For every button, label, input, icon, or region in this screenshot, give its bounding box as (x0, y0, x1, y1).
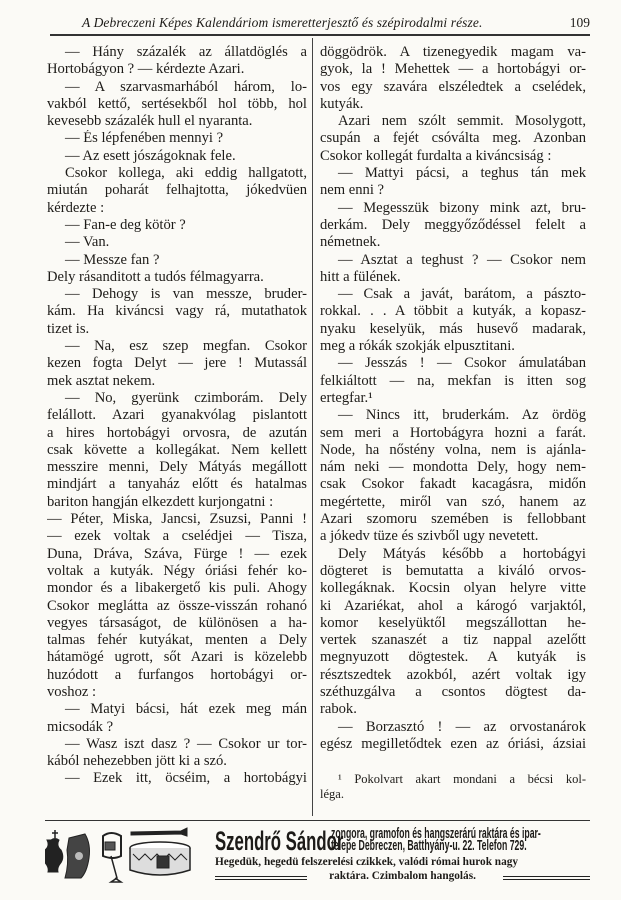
paragraph (320, 252, 586, 287)
page-number: 109 (569, 15, 590, 30)
text-line: széthuzgálva a csontos dögtest da- (320, 683, 586, 700)
paragraph (47, 148, 307, 165)
text-line: csak követte a kollegákat. Nem kellett (47, 441, 307, 458)
left-column (47, 44, 307, 788)
text-line: nyaku keselyük, más husevő madarak, (320, 320, 586, 337)
paragraph (320, 44, 586, 113)
paragraph (320, 200, 586, 252)
text-line: Hortobágyon ? — kérdezte Azari. (47, 61, 245, 78)
text-line: hitt a fülének. (320, 268, 401, 285)
text-line: rokkal. . . A többit a kutyák, a kopasz- (320, 303, 586, 320)
musical-instruments-icon (45, 826, 195, 884)
paragraph (47, 269, 307, 286)
paragraph (320, 719, 586, 754)
advertisement-address (331, 828, 541, 852)
text-line: döggödrök. A tizenegyedik magam va- (320, 44, 586, 60)
paragraph (47, 130, 307, 147)
text-line: — Na, esz szep megfan. Csokor (65, 338, 307, 355)
text-line: — No, gyerünk czimborám. Dely (65, 389, 307, 406)
text-line: talmas fehér kutyákat, menten a Dely (47, 632, 307, 649)
paragraph (47, 79, 307, 131)
text-line: Dely Mátyás később a hortobágyi (338, 545, 586, 562)
text-line: komor keselyüktől megszállottan he- (320, 614, 586, 631)
paragraph (47, 217, 307, 234)
text-line: csupán a fejét csóválta meg. Azonban (320, 130, 586, 147)
paragraph (320, 546, 586, 719)
text-line: tizet is. (47, 320, 90, 337)
text-line: bariton hangján elkezdett kurjongatni : (47, 493, 274, 510)
running-header (50, 12, 590, 36)
text-line: — Van. (65, 234, 110, 251)
text-line: micsodák ? (47, 718, 114, 735)
text-line: felállott. Azari gyanakvólag pislantott (47, 407, 307, 424)
text-line: sem meri a Hortobágyra hozni a farát. (320, 424, 586, 441)
paragraph (47, 165, 307, 217)
paragraph (47, 701, 307, 736)
text-line: kollegáknak. Kocsin olyan helyre vitte (320, 580, 586, 597)
footnote (320, 772, 586, 802)
text-line: — Borzasztó ! — az orvostanárok (338, 718, 586, 735)
text-line: — Hány százalék az állatdöglés a (65, 44, 307, 60)
text-line: — Fan-e deg kötör ? (65, 216, 186, 233)
text-line: felkiáltott — na, mekfan is itten sog (320, 372, 586, 389)
text-line: kám. Ha kiváncsi vagy rá, mutathatok (47, 303, 307, 320)
text-line: nem enni ? (320, 182, 385, 199)
paragraph (320, 355, 586, 407)
text-line: Csokor kollega, aki eddig hallgatott, (65, 165, 307, 182)
paragraph (47, 736, 307, 771)
text-line: kezen fogta Delyt — jere ! Mutassál (47, 355, 307, 372)
text-line: Dely rásanditott a tudós félmagyarra. (47, 268, 264, 285)
text-line: ki Azariékat, ahol a károgó varjaktól, (320, 597, 586, 614)
text-line: huzódott a furfangos hortobágyi or- (47, 666, 307, 683)
text-line: — Ezek itt, öcséim, a hortobágyi (65, 770, 307, 787)
text-line: — Wasz iszt dasz ? — Csokor ur tor- (65, 735, 307, 752)
text-line: — Péter, Miska, Jancsi, Zsuzsi, Panni ! (47, 511, 307, 528)
paragraph (320, 286, 586, 355)
advertisement-line: Hegedük, hegedü felszerelési czikkek, valódi római hurok nagy (215, 856, 519, 868)
advertisement-small-line: zongora, gramofon és hangszerárú raktára és ipar- (331, 826, 541, 842)
advertisement-small-line: telepe Debreczen, Batthyány-u. 22. Telefon 729. (331, 838, 527, 854)
text-line: messzire menni, Dely Mátyás megállott (47, 459, 307, 476)
paragraph (320, 113, 586, 165)
text-line: — Dehogy is van messze, bruder- (65, 286, 307, 303)
footnote-line: léga. (320, 787, 344, 801)
text-line: — Mattyi pácsi, a teghus tán mek (338, 165, 586, 182)
text-line: vegyes társaságot, de különösen a ha- (47, 614, 307, 631)
text-line: — Asztat a teghust ? — Csokor nem (338, 251, 586, 268)
text-line: rabok. (320, 701, 357, 718)
text-line: — ezek voltak a cselédjei — Tisza, (47, 528, 307, 545)
text-line: vos egy szavára elszéledtek a cselédek, (320, 78, 586, 95)
text-line: vertek szanaszét a tiz nappal azelőtt (320, 632, 586, 649)
advertisement-rule (45, 820, 590, 821)
text-line: gyok, la ! Mehettek — a hortobágyi or- (320, 61, 586, 78)
text-line: hátamögé ugrott, sőt Azari is közelebb (47, 649, 307, 666)
text-line: egész megilletődtek ezen az óriási, ázsiai (320, 735, 586, 752)
text-line: nám neki — mondotta Dely, hogy nem- (320, 459, 586, 476)
text-line: Azari nem szólt semmit. Mosolygott, (338, 113, 586, 130)
text-line: mek asztat nekem. (47, 372, 156, 389)
paragraph (47, 511, 307, 701)
text-line: meg a rókák szokják elpusztitani. (320, 338, 515, 355)
paragraph (47, 770, 307, 787)
paragraph (47, 390, 307, 511)
text-line: a hires hortobágyi orvosra, de azután (47, 424, 307, 441)
text-line: Csokor meglátta az össze-visszán rohanó (47, 597, 307, 614)
text-line: — Jesszás ! — Csokor ámulatában (338, 355, 586, 372)
paragraph (47, 338, 307, 390)
double-rule (503, 876, 590, 880)
text-line: a jókedv tüze és szivből ugy nevetett. (320, 528, 539, 545)
paragraph (320, 165, 586, 200)
text-line: dögteret is bemutatta a kiváló orvos- (320, 562, 586, 579)
text-line: kevesebb százalék hull el nyaranta. (47, 113, 253, 130)
text-line: derkám. Dely meggyőződéssel felelt a (320, 216, 586, 233)
paragraph (47, 44, 307, 79)
text-line: — Matyi bácsi, hát ezek meg mán (65, 701, 307, 718)
column-divider (312, 38, 313, 816)
footnote-line: ¹ Pokolvart akart mondani a bécsi kol- (338, 772, 586, 786)
text-line: — A szarvasmarhából három, lo- (65, 78, 307, 95)
text-line: voltak a kutyák. Négy óriási fehér ko- (47, 562, 307, 579)
text-line: — Messze fan ? (65, 251, 160, 268)
text-line: megnyuzott dögtestek. A kutyák is (320, 649, 586, 666)
text-line: kérdezte : (47, 199, 105, 216)
text-line: Csokor kollegát furdalta a kiváncsiság : (320, 147, 552, 164)
text-line: németnek. (320, 234, 381, 251)
text-line: Azari szomoru szemében is fellobbant (320, 511, 586, 528)
right-column (320, 44, 586, 753)
text-line: ertegfar.¹ (320, 389, 373, 406)
text-line: — Az esett jószágoknak fele. (65, 147, 236, 164)
paragraph (47, 234, 307, 251)
paragraph (320, 407, 586, 545)
advertisement (45, 826, 590, 884)
paragraph (47, 286, 307, 338)
text-line: — És lépfenében mennyi ? (65, 130, 224, 147)
advertisement-line: raktára. Czimbalom hangolás. (329, 870, 476, 882)
text-line: miután poharát felhajtotta, jókedvüen (47, 182, 307, 199)
text-line: Node, ha nőstény volna, nem is ajánla- (320, 441, 586, 458)
running-title: A Debreczeni Képes Kalendáriom ismeretterjesztő és szépirodalmi része. (82, 15, 483, 30)
text-line: mondor és a libakergető kis puli. Ahogy (47, 580, 307, 597)
advertiser-name: Szendrő Sándor (215, 826, 344, 856)
text-line: vakból kettő, sertésekből hol több, hol (47, 95, 307, 112)
text-line: megértette, miről van szó, hanem az (320, 493, 586, 510)
text-line: kutyák. (320, 95, 364, 112)
text-line: — Megesszük bizony mink azt, bru- (338, 199, 586, 216)
text-line: résztszedtek azokból, azért voltak igy (320, 666, 586, 683)
text-line: — Csak a javát, barátom, a pászto- (338, 286, 586, 303)
text-line: kából nehezebben jött ki a szó. (47, 753, 227, 770)
text-line: — Nincs itt, bruderkám. Az ördög (338, 407, 586, 424)
text-line: csak Csokor fakadt kacagásra, midőn (320, 476, 586, 493)
paragraph (47, 252, 307, 269)
text-line: Duna, Dráva, Száva, Fürge ! — ezek (47, 545, 307, 562)
text-line: mindjárt a tanyaház előtt és hatalmas (47, 476, 307, 493)
text-line: voshoz : (47, 683, 97, 700)
